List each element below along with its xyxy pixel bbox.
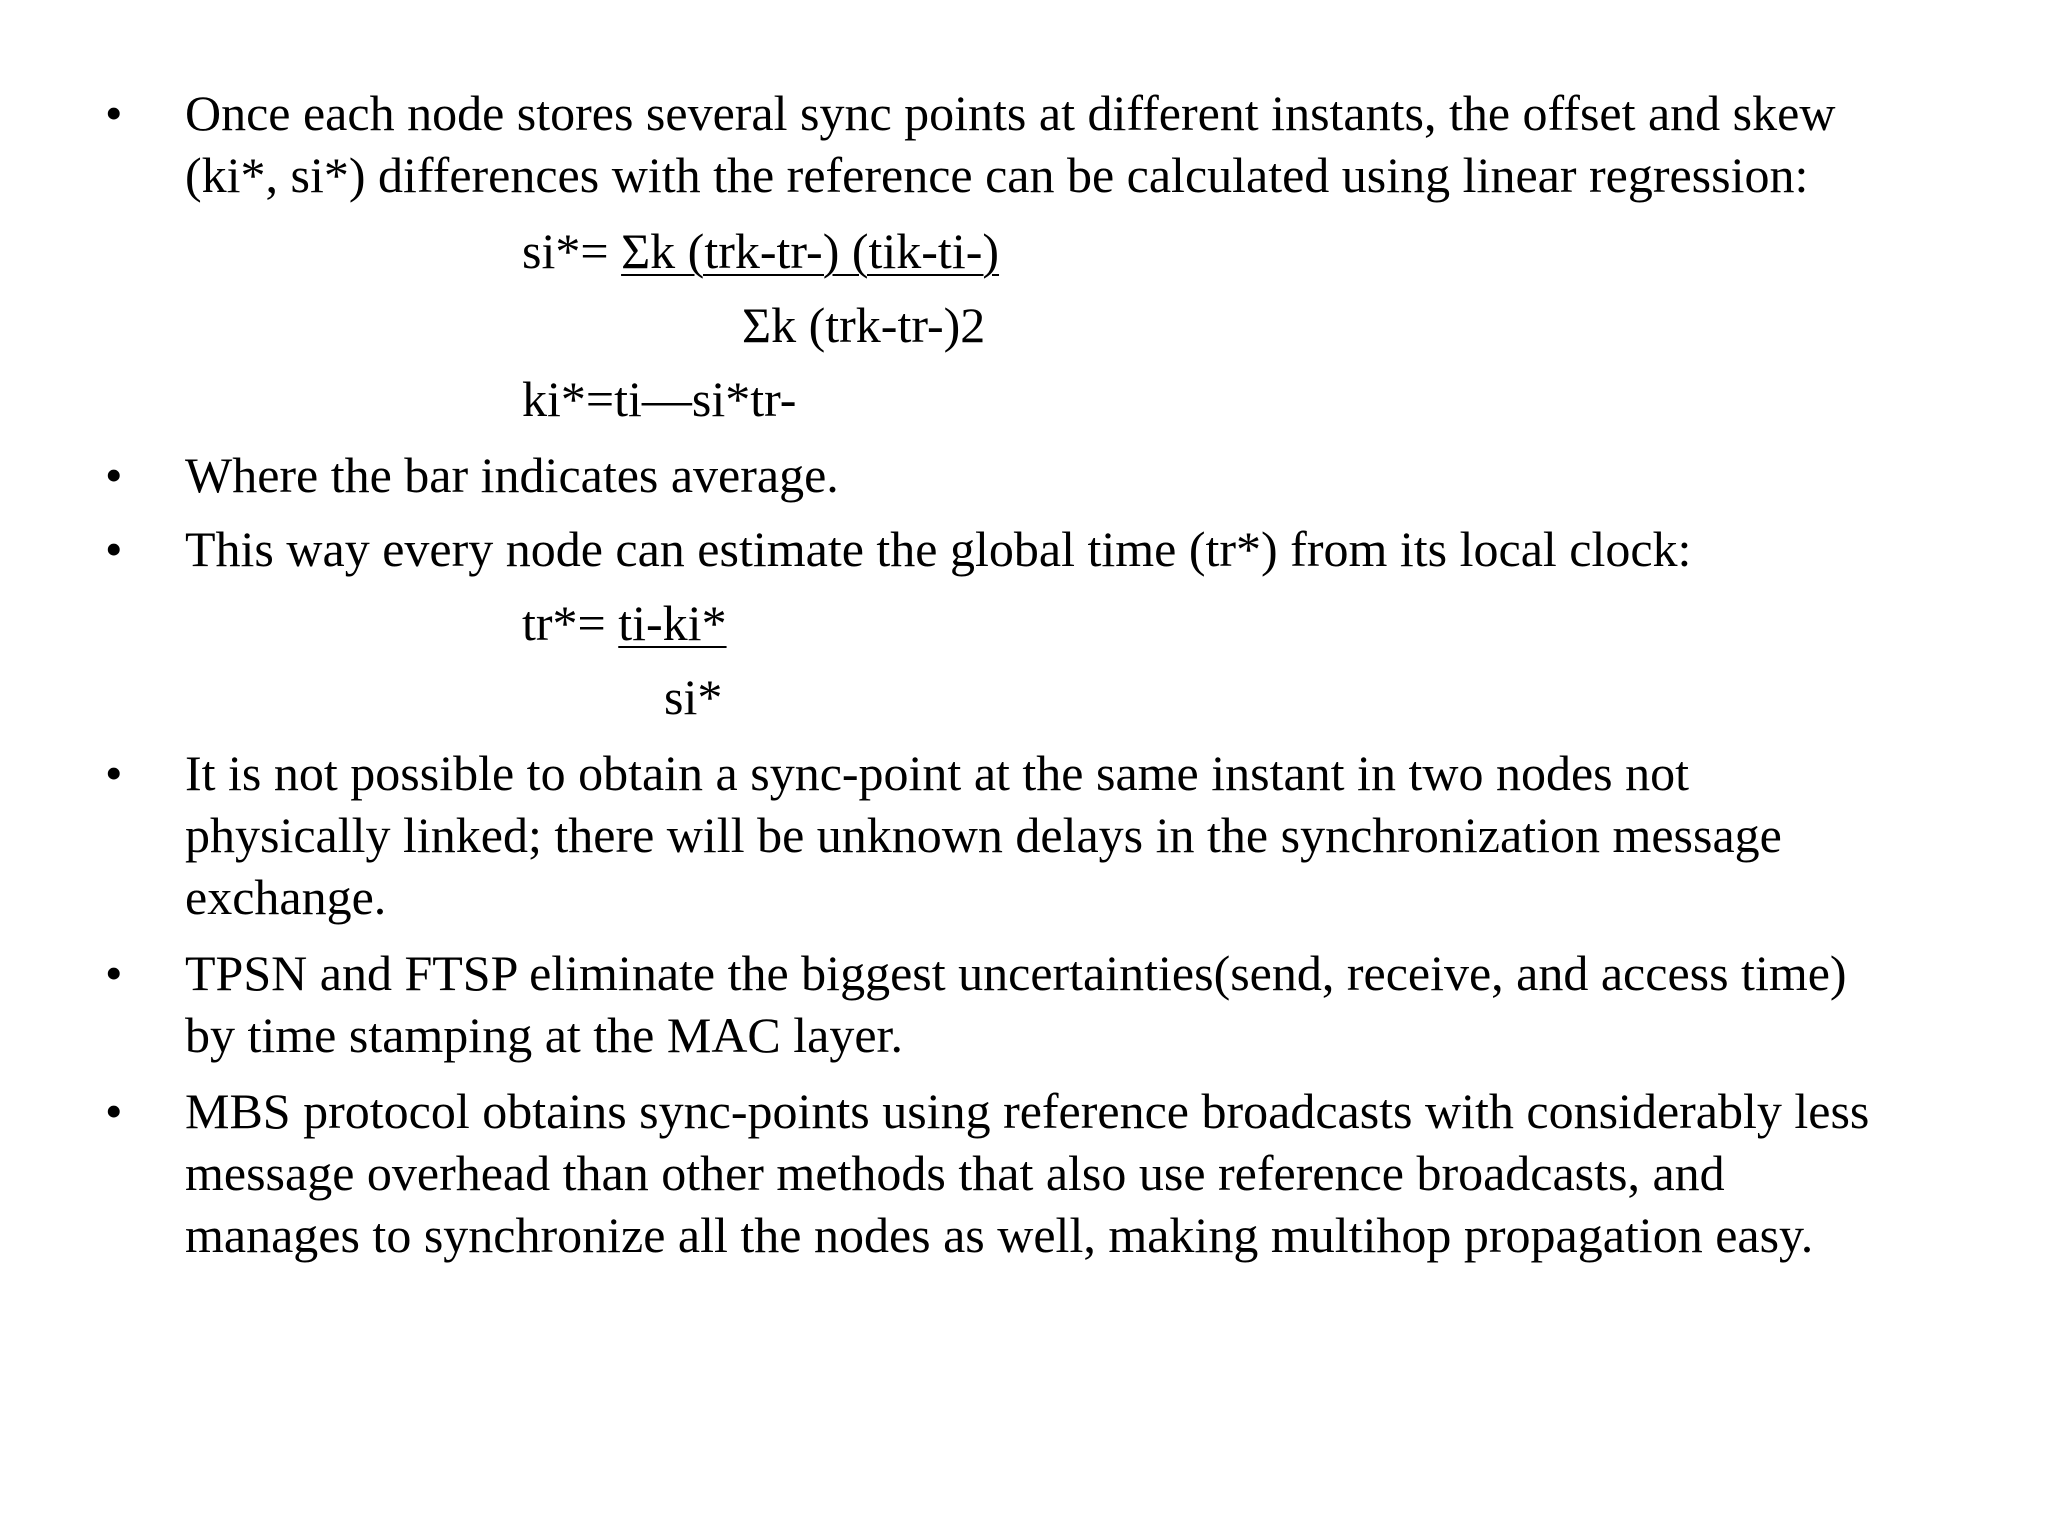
formula-skew-lhs: si*= (522, 223, 622, 279)
text-line: This way every node can estimate the global time (tr*) from its local clock: (185, 521, 1692, 577)
bullet-marker: • (105, 745, 123, 801)
text-line: MBS protocol obtains sync-points using reference broadcasts with considerably less (185, 1083, 1870, 1139)
bullet-text-tpsn-ftsp (185, 942, 1985, 1066)
formula-global-time-lhs: tr*= (522, 595, 619, 651)
text-line: TPSN and FTSP eliminate the biggest uncertainties(send, receive, and access time) (185, 945, 1847, 1001)
text-line: manages to synchronize all the nodes as well, making multihop propagation easy. (185, 1207, 1814, 1263)
bullet-marker: • (105, 85, 123, 141)
text-line: message overhead than other methods that also use reference broadcasts, and (185, 1145, 1725, 1201)
text-line: (ki*, si*) differences with the reference can be calculated using linear regression: (185, 147, 1809, 203)
text-line: It is not possible to obtain a sync-point at the same instant in two nodes not (185, 745, 1689, 801)
text-line: by time stamping at the MAC layer. (185, 1007, 903, 1063)
text-line: exchange. (185, 869, 387, 925)
bullet-marker: • (105, 1083, 123, 1139)
formula-offset: ki*=ti—si*tr- (522, 371, 797, 427)
text-line: Where the bar indicates average. (185, 447, 839, 503)
formula-global-time-numerator (522, 592, 727, 654)
bullet-marker: • (105, 447, 123, 503)
text-line: Once each node stores several sync points at different instants, the offset and skew (185, 85, 1836, 141)
formula-global-time-denominator: si* (664, 669, 723, 725)
bullet-text-mbs-protocol (185, 1080, 1985, 1266)
bullet-marker: • (105, 945, 123, 1001)
formula-global-time-numerator-text: ti-ki* (618, 595, 727, 651)
formula-skew-numerator (522, 220, 999, 282)
bullet-text-global-time (185, 518, 1985, 580)
text-line: physically linked; there will be unknown delays in the synchronization message (185, 807, 1782, 863)
bullet-marker: • (105, 521, 123, 577)
formula-skew-denominator: Σk (trk-tr-)2 (742, 297, 986, 353)
bullet-text-regression (185, 82, 1985, 206)
bullet-text-bar-average (185, 444, 1985, 506)
bullet-text-unknown-delays (185, 742, 1985, 928)
formula-skew-numerator-text: Σk (trk-tr-) (tik-ti-) (621, 223, 1000, 279)
